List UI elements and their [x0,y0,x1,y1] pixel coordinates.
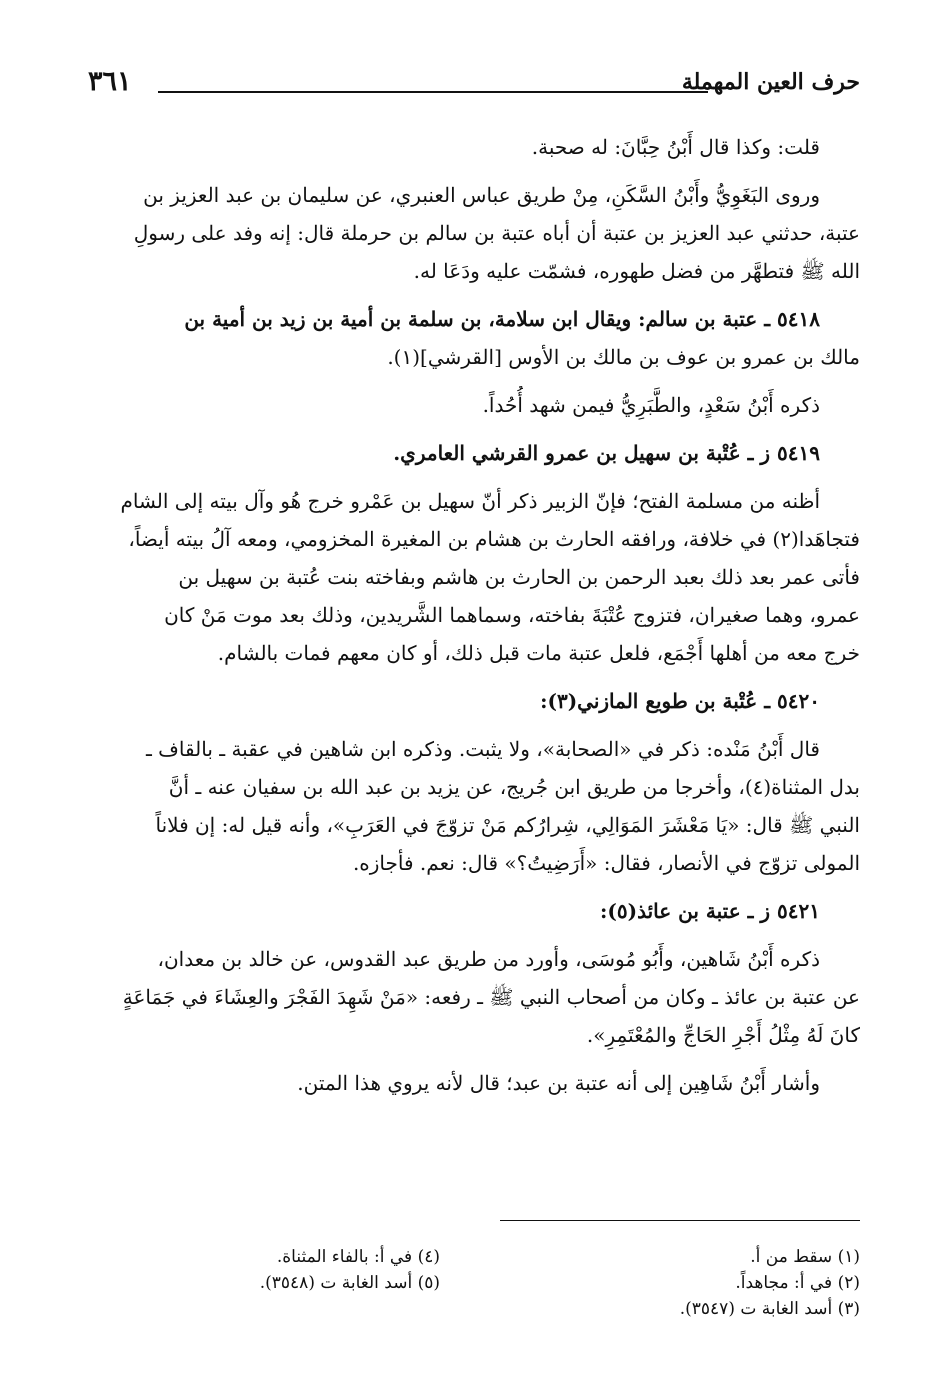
text-line: النبي ﷺ قال: «يَا مَعْشَرَ المَوَالِي، شِرارُكم مَنْ تزوّجَ في العَرَبِ»، وأنه قيل له: إن فلاناً [155,813,860,837]
entry-heading-5419: ٥٤١٩ ز ـ عُتْبة بن سهيل بن عمرو القرشي العامري. [393,441,820,465]
footnote: (١) سقط من أ. [750,1247,860,1267]
text-line: بدل المثناة(٤)، وأخرجا من طريق ابن جُريج، عن يزيد بن عبد الله بن سفيان عنه ـ أنَّ [168,775,860,799]
text-line: قلت: وكذا قال أَبْنُ حِبَّانَ: له صحبة. [531,135,820,159]
page-number: ٣٦١ [88,66,132,97]
text-line: كانَ لَهُ مِثْلُ أَجْرِ الحَاجِّ والمُعْتَمِرِ». [586,1023,860,1047]
text-line: الله ﷺ فتطهَّر من فضل طهوره، فشمّت عليه ودَعَا له. [413,259,860,283]
text-line: فتجاهَدا(٢) في خلافة، ورافقه الحارث بن هشام بن المغيرة المخزومي، ومعه آلُ بيته أيضاً، [128,527,860,551]
footnote: (٥) أسد الغابة ت (٣٥٤٨). [259,1273,440,1293]
text-line: مالك بن عمرو بن عوف بن مالك بن الأوس [القرشي](١). [387,345,860,369]
header-rule [158,91,708,93]
text-line: فأتى عمر بعد ذلك بعبد الرحمن بن الحارث بن هاشم وبفاخته بنت عُتبة بن سهيل بن [178,565,860,589]
footnotes [82,1220,860,1350]
entry-heading-5420: ٥٤٢٠ ـ عُتْبة بن طويع المازني(٣): [540,689,820,713]
footnote-rule [500,1220,860,1221]
entry-heading-5421: ٥٤٢١ ز ـ عتبة بن عائذ(٥): [600,899,820,923]
entry-heading-5418: ٥٤١٨ ـ عتبة بن سالم: ويقال ابن سلامة، بن سلمة بن أمية بن زيد بن أمية بن [184,307,820,331]
footnote: (٤) في أ: بالفاء المثناة. [276,1247,440,1267]
text-line: قال أَبْنُ مَنْده: ذكر في «الصحابة»، ولا يثبت. وذكره ابن شاهين في عقبة ـ بالقاف ـ [145,737,820,761]
text-line: وأشار أَبْنُ شَاهِين إلى أنه عتبة بن عبد؛ قال لأنه يروي هذا المتن. [297,1071,820,1095]
text-line: عتبة، حدثني عبد العزيز بن عتبة أن أباه عتبة بن سالم بن حرملة قال: إنه وفد على رسولِ [133,221,860,245]
footnotes-left-column [260,1244,440,1296]
text-line: عمرو، وهما صغيران، فتزوج عُتْبَةَ بفاخته، وسماهما الشَّريدين، وذلك بعد موت مَنْ كان [164,603,860,627]
text-line: ذكره أَبْنُ سَعْدٍ، والطَّبَرِيُّ فيمن شهد أُحُداً. [482,393,820,417]
text-line: المولى تزوّج في الأنصار، فقال: «أَرَضِيتُ؟» قال: نعم. فأجازه. [352,851,860,875]
text-line: عن عتبة بن عائذ ـ وكان من أصحاب النبي ﷺ ـ رفعه: «مَنْ شَهِدَ الفَجْرَ والعِشَاءَ في جَمَاعَةٍ [122,985,860,1009]
footnote: (٢) في أ: مجاهداً. [735,1273,860,1293]
text-line: خرج معه من أهلها أَجْمَع، فلعل عتبة مات قبل ذلك، أو كان معهم فمات بالشام. [217,641,860,665]
footnotes-right-column [680,1244,860,1322]
text-line: وروى البَغَوِيُّ وأَبْنُ السَّكَنِ، مِنْ طريق عباس العنبري، عن سليمان بن عبد العزيز بن [143,183,820,207]
running-title: حرف العين المهملة [681,69,860,95]
text-line: ذكره أَبْنُ شَاهين، وأَبُو مُوسَى، وأورد من طريق عبد القدوس، عن خالد بن معدان، [157,947,820,971]
page-header [88,66,860,106]
main-text [82,128,860,1102]
footnote: (٣) أسد الغابة ت (٣٥٤٧). [679,1299,860,1319]
text-line: أظنه من مسلمة الفتح؛ فإنّ الزبير ذكر أنّ سهيل بن عَمْرو خرج هُو وآل بيته إلى الشام [120,489,820,513]
